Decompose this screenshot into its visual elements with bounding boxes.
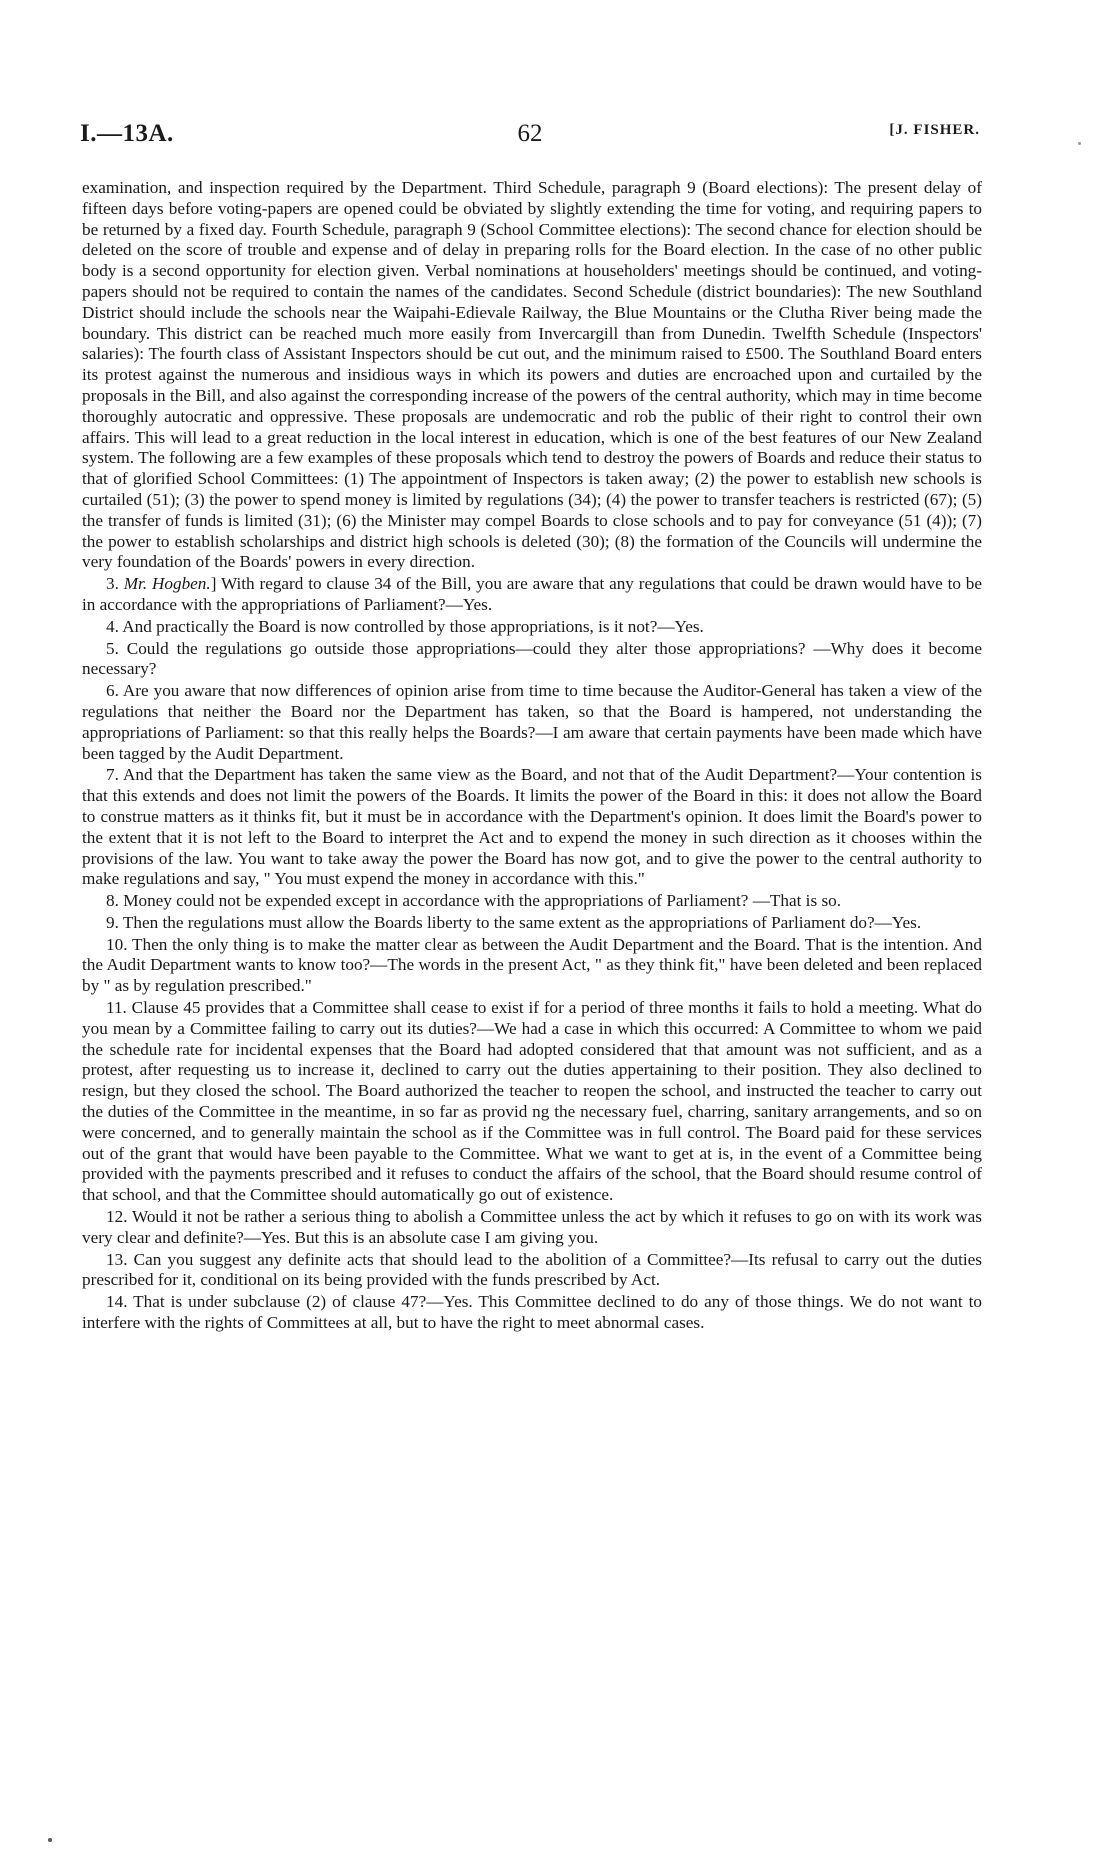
report-code: I.—13A. — [80, 120, 174, 147]
question-paragraph: 13. Can you suggest any definite acts that should lead to the abolition of a Committee?—Its refusal to carry out the duties prescribed for it, conditional on its being provided with the funds prescribed by Act. — [82, 1249, 982, 1290]
question-paragraph — [82, 574, 982, 616]
question-paragraph: 6. Are you aware that now differences of opinion arise from time to time because the Auditor-General has taken a view of the regulations that neither the Board nor the Department has taken, so that the Board is hampered, not understanding the appropriations of Parliament: so that this really helps the Boards?—I am aware that certain payments have been made which have been tagged by the Audit Department. — [82, 681, 982, 763]
speaker-name: Mr. Hogben. — [123, 574, 211, 594]
page-header — [80, 120, 980, 150]
question-paragraph: 8. Money could not be expended except in accordance with the appropriations of Parliament? —That is so. — [106, 891, 842, 911]
page-number: 62 — [517, 120, 543, 147]
question-paragraph: 5. Could the regulations go outside those appropriations—could they alter those appropriations? —Why does it become necessary? — [82, 638, 982, 679]
question-paragraph: 10. Then the only thing is to make the matter clear as between the Audit Department and the Board. That is the intention. And the Audit Department wants to know too?—The words in the present Act, " as they think fit," have been deleted and been replaced by " as by regulation prescribed." — [82, 934, 982, 996]
scan-speck — [1078, 142, 1081, 145]
question-text: ] With regard to clause 34 of the Bill, you are aware that any regulations that could be drawn would have to be in accordance with the appropriations of Parliament?—Yes. — [82, 574, 983, 614]
witness-name: [J. FISHER. — [889, 122, 980, 138]
scan-speck — [48, 1838, 52, 1842]
question-paragraph: 7. And that the Department has taken the same view as the Board, and not that of the Audit Department?—Your contention is that this extends and does not limit the powers of the Boards. It limits the power of the Board in this: it does not allow the Board to construe matters as it thinks fit, but it must be in accordance with the Department's opinion. It does limit the Board's power to the extent that it is not left to the Board to interpret the Act and to expend the money in such direction as it chooses within the provisions of the law. You want to take away the power the Board has now got, and to give the power to the central authority to make regulations and say, " You must expend the money in accordance with this." — [82, 765, 982, 889]
question-paragraph: 14. That is under subclause (2) of clause 47?—Yes. This Committee declined to do any of those things. We do not want to interfere with the rights of Committees at all, but to have the right to meet abnormal cases. — [82, 1292, 982, 1333]
question-paragraph: 12. Would it not be rather a serious thing to abolish a Committee unless the act by which it refuses to go on with its work was very clear and definite?—Yes. But this is an absolute case I am giving you. — [82, 1207, 982, 1247]
page-body — [82, 178, 982, 1334]
question-paragraph: 11. Clause 45 provides that a Committee shall cease to exist if for a period of three months it fails to hold a meeting. What do you mean by a Committee failing to carry out its duties?—We had a case in which this occurred: A Committee to whom we paid the schedule rate for incidental expenses that the Board had adopted considered that that amount was not sufficient, and as a protest, after requesting us to increase it, declined to carry out the duties appertaining to their position. They also declined to resign, but they closed the school. The Board authorized the teacher to reopen the school, and instructed the teacher to carry out the duties of the Committee in the meantime, in so far as provid ng the necessary fuel, charring, sanitary arrangements, and so on were concerned, and to generally maintain the school as if the Committee was in full control. The Board paid for these services out of the grant that would have been payable to the Committee. What we want to get at is, in the event of a Committee being provided with the payments prescribed and it refuses to conduct the affairs of the school, that the Board should resume control of that school, and that the Committee should automatically go out of existence. — [82, 998, 982, 1205]
question-paragraph: 4. And practically the Board is now controlled by those appropriations, is it not?—Yes. — [106, 616, 704, 636]
question-number: 3. — [106, 574, 124, 594]
question-paragraph: 9. Then the regulations must allow the Boards liberty to the same extent as the appropriations of Parliament do?—Yes. — [106, 912, 922, 932]
paragraph: examination, and inspection required by the Department. Third Schedule, paragraph 9 (Board elections): The present delay of fifteen days before voting-papers are opened could be obviated by slightly extending the time for voting, and requiring papers to be returned by a fixed day. Fourth Schedule, paragraph 9 (School Committee elections): The second chance for election should be deleted on the score of trouble and expense and of delay in preparing rolls for the Board election. In the case of no other public body is a second opportunity for election given. Verbal nominations at householders' meetings should be continued, and voting-papers should not be required to contain the names of the candidates. Second Schedule (district boundaries): The new Southland District should include the schools near the Waipahi-Edievale Railway, the Blue Mountains or the Clutha River being made the boundary. This district can be reached much more easily from Invercargill than from Dunedin. Twelfth Schedule (Inspectors' salaries): The fourth class of Assistant Inspectors should be cut out, and the minimum raised to £500. The Southland Board enters its protest against the numerous and insidious ways in which its powers and duties are encroached upon and curtailed by the proposals in the Bill, and also against the corresponding increase of the powers of the central authority, which may in time become thoroughly autocratic and oppressive. These proposals are undemocratic and rob the public of their right to control their own affairs. This will lead to a great reduction in the local interest in education, which is one of the best features of our New Zealand system. The following are a few examples of these proposals which tend to destroy the powers of Boards and reduce their status to that of glorified School Committees: (1) The appointment of Inspectors is taken away; (2) the power to establish new schools is curtailed (51); (3) the power to spend money is limited by regulations (34); (4) the power to transfer teachers is restricted (67); (5) the transfer of funds is limited (31); (6) the Minister may compel Boards to close schools and to pay for conveyance (51 (4)); (7) the power to establish scholarships and district high schools is deleted (30); (8) the formation of the Councils will undermine the very foundation of the Boards' powers in every direction. — [82, 178, 982, 572]
